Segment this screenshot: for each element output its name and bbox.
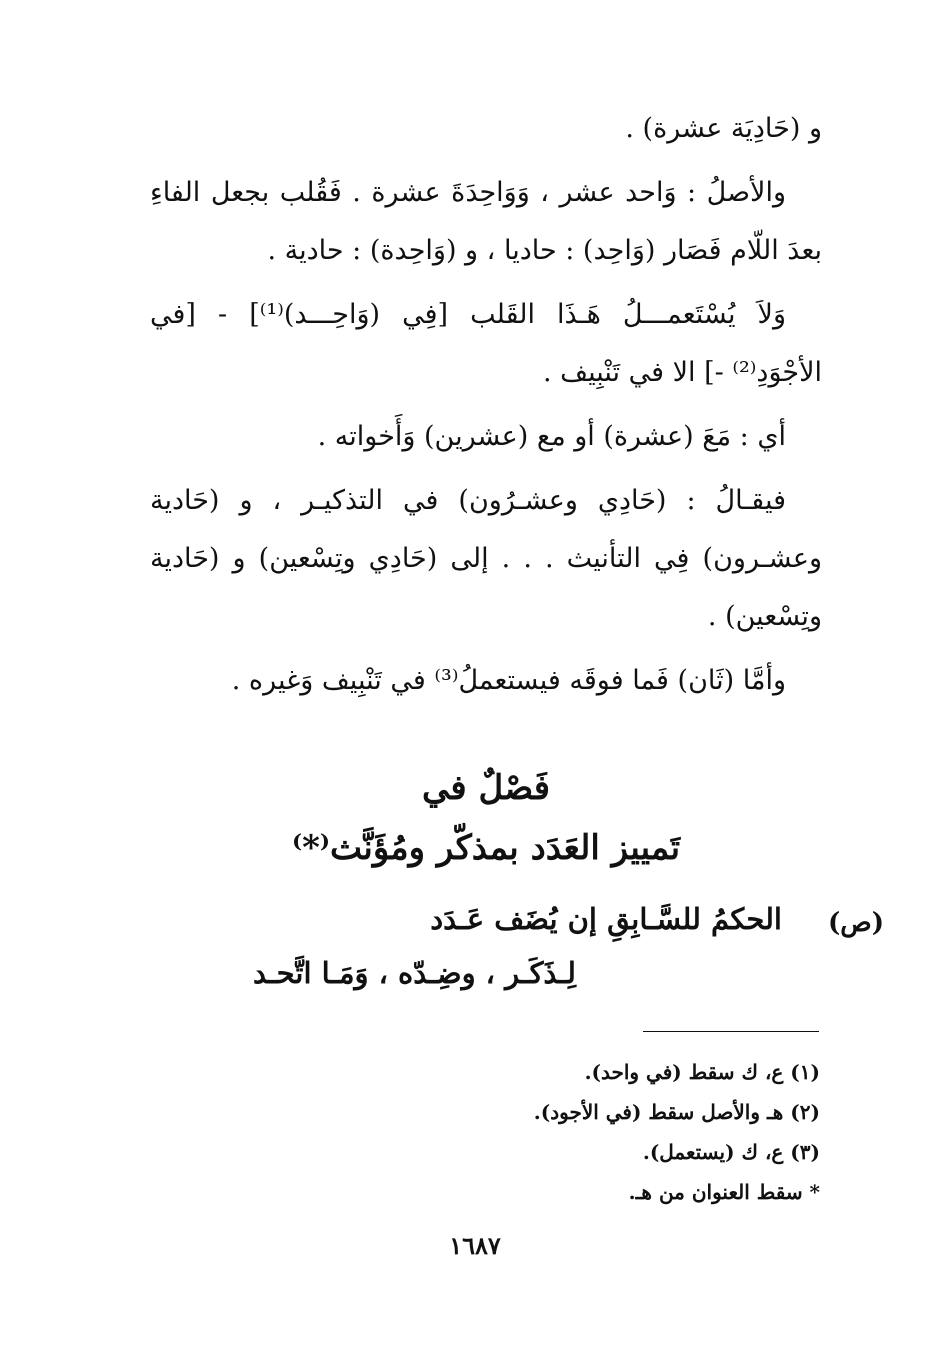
- paragraph-4: أي : مَعَ (عشرة) أو مع (عشرين) وَأَخواته .: [317, 421, 786, 452]
- footnote-2: (٢) هـ والأصل سقط (في الأجود).: [533, 1100, 820, 1124]
- section-heading-line-1: فَصْلٌ في: [422, 768, 550, 808]
- paragraph-1: و (حَادِيَة عشرة) .: [625, 113, 822, 144]
- paragraph-6: وأمَّا (ثَان) فَما فوقَه فيستعملُ⁽³⁾ في تَنْبِيف وَغيره .: [231, 665, 786, 696]
- verse-line-1: الحكمُ للسَّـابِقِ إن يُضَف عَـدَد: [430, 902, 782, 936]
- paragraph-2: والأصلُ : وَاحد عشر ، وَوَاحِدَةَ عشرة . فَقُلب بجعل الفاءِ بعدَ اللّام فَصَار (وَاحِد) : حاديا ، و (وَاحِدة) : حادية .: [150, 177, 822, 266]
- paragraph-3: وَلاَ يُسْتَعمـــلُ هَـذَا القَلب [فِي (وَاحِـــد)⁽¹⁾] - [في الأجْوَدِ⁽²⁾ -] الا في تَنْبِيف .: [150, 299, 822, 388]
- footnote-1: (١) ع، ك سقط (في واحد).: [584, 1060, 820, 1084]
- verse-block: [150, 902, 884, 1022]
- footnote-divider: [643, 1031, 819, 1032]
- footnote-3: (٣) ع، ك (يستعمل).: [642, 1140, 820, 1164]
- paragraph-5: فيقـالُ : (حَادِي وعشـرُون) في التذكيـر ، و (حَادية وعشـرون) فِي التأنيث . . . إلى (حَادِي وتِسْعين) و (حَادية وتِسْعين) .: [150, 485, 822, 632]
- verse-line-2: لِـذَكَـر ، وضِـدّه ، وَمَـا اتَّحـد: [252, 956, 576, 990]
- section-heading-line-2: تَمييز العَدَد بمذكّر ومُؤَنَّث⁽*⁾: [291, 828, 681, 868]
- footnote-star: * سقط العنوان من هـ.: [628, 1180, 820, 1204]
- footnotes: [220, 1052, 820, 1212]
- section-heading: [150, 758, 822, 878]
- page-number: ١٦٨٧: [449, 1231, 501, 1260]
- page-body: [150, 100, 884, 1022]
- verse-marker: (ص): [827, 908, 884, 938]
